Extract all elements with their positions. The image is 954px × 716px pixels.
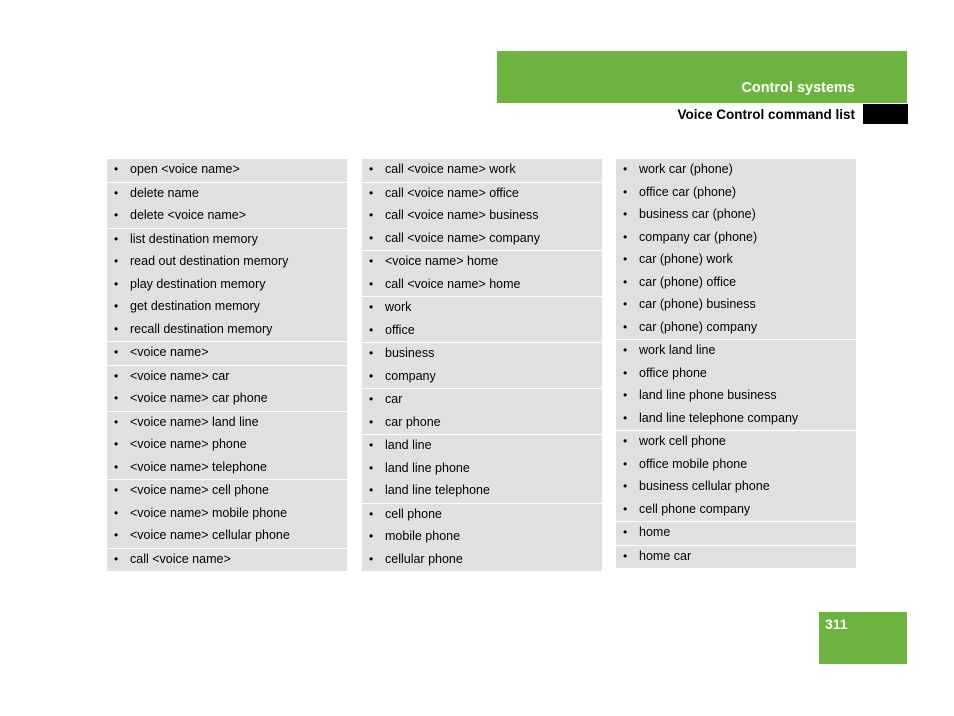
bullet-icon: •	[369, 368, 374, 383]
section-title: Control systems	[741, 80, 855, 96]
command-text: <voice name> cellular phone	[130, 528, 290, 542]
command-text: <voice name> telephone	[130, 459, 267, 474]
command-text: land line telephone company	[639, 410, 799, 425]
command-group	[362, 435, 602, 503]
command-text: land line phone	[385, 460, 470, 475]
command-text: business	[385, 346, 435, 360]
bullet-icon: •	[114, 299, 119, 313]
command-text: call <voice name> company	[385, 230, 540, 245]
command-text: <voice name> car phone	[130, 391, 268, 405]
command-text: call <voice name> home	[385, 276, 521, 291]
command-item	[362, 228, 602, 251]
bullet-icon: •	[369, 551, 374, 566]
command-column-1	[107, 159, 347, 572]
bullet-icon: •	[623, 548, 628, 563]
command-item	[107, 296, 347, 319]
page-number: 311	[825, 616, 848, 632]
bullet-icon: •	[369, 322, 374, 337]
command-item	[616, 294, 856, 317]
bullet-icon: •	[623, 319, 628, 334]
command-text: cell phone	[385, 506, 442, 521]
command-item	[107, 388, 347, 411]
section-header-bar	[497, 51, 907, 103]
command-item	[362, 504, 602, 527]
command-text: call <voice name> business	[385, 208, 539, 222]
bullet-icon: •	[369, 414, 374, 429]
command-group	[362, 159, 602, 182]
command-text: list destination memory	[130, 231, 258, 246]
command-item	[616, 546, 856, 569]
command-item	[616, 385, 856, 408]
command-text: car (phone) office	[639, 274, 737, 289]
command-column-3	[616, 159, 856, 569]
command-item	[362, 412, 602, 435]
command-item	[362, 159, 602, 182]
bullet-icon: •	[623, 229, 628, 244]
bullet-icon: •	[369, 392, 374, 406]
command-text: delete name	[130, 185, 199, 200]
command-group	[107, 412, 347, 480]
command-text: car (phone) company	[639, 319, 758, 334]
command-item	[362, 274, 602, 297]
bullet-icon: •	[114, 254, 119, 268]
subsection-header	[497, 104, 907, 124]
command-text: read out destination memory	[130, 254, 289, 268]
command-item	[616, 204, 856, 227]
command-group	[362, 343, 602, 388]
command-text: land line	[385, 438, 432, 452]
bullet-icon: •	[369, 185, 374, 200]
command-item	[362, 366, 602, 389]
section-marker-tab	[863, 104, 908, 124]
command-group	[107, 229, 347, 342]
command-item	[616, 227, 856, 250]
command-item	[616, 454, 856, 477]
command-text: work	[385, 300, 412, 314]
bullet-icon: •	[114, 528, 119, 542]
command-item	[616, 182, 856, 205]
command-item	[616, 317, 856, 340]
command-text: company	[385, 368, 436, 383]
bullet-icon: •	[114, 437, 119, 451]
command-group	[362, 297, 602, 342]
bullet-icon: •	[369, 483, 374, 497]
command-item	[362, 205, 602, 228]
command-item	[107, 366, 347, 389]
bullet-icon: •	[623, 365, 628, 380]
command-item	[107, 319, 347, 342]
command-item	[107, 205, 347, 228]
command-item	[616, 340, 856, 363]
bullet-icon: •	[369, 254, 374, 268]
command-text: <voice name> land line	[130, 414, 259, 429]
bullet-icon: •	[623, 501, 628, 516]
command-text: car	[385, 392, 403, 406]
page-number-box	[819, 612, 907, 664]
bullet-icon: •	[623, 184, 628, 199]
bullet-icon: •	[369, 230, 374, 245]
command-item	[362, 251, 602, 274]
command-item	[616, 522, 856, 545]
bullet-icon: •	[623, 525, 628, 539]
command-item	[616, 159, 856, 182]
command-text: cell phone company	[639, 501, 751, 516]
command-text: business car (phone)	[639, 207, 756, 221]
command-item	[362, 183, 602, 206]
command-item	[107, 457, 347, 480]
command-item	[107, 434, 347, 457]
command-text: <voice name> phone	[130, 437, 247, 451]
command-item	[616, 249, 856, 272]
bullet-icon: •	[114, 483, 119, 497]
command-group	[616, 159, 856, 339]
command-text: home	[639, 525, 671, 539]
command-text: office car (phone)	[639, 184, 737, 199]
command-item	[616, 363, 856, 386]
command-item	[362, 297, 602, 320]
bullet-icon: •	[623, 162, 628, 176]
command-item	[107, 159, 347, 182]
command-group	[107, 342, 347, 365]
command-item	[107, 525, 347, 548]
bullet-icon: •	[623, 434, 628, 448]
command-text: play destination memory	[130, 276, 266, 291]
bullet-icon: •	[623, 410, 628, 425]
command-item	[362, 435, 602, 458]
command-text: work car (phone)	[639, 162, 733, 176]
command-item	[616, 476, 856, 499]
bullet-icon: •	[623, 479, 628, 493]
command-group	[107, 366, 347, 411]
command-item	[107, 549, 347, 572]
command-text: mobile phone	[385, 529, 461, 543]
command-group	[107, 183, 347, 228]
subsection-title: Voice Control command list	[677, 107, 855, 122]
command-text: land line telephone	[385, 483, 490, 497]
bullet-icon: •	[369, 438, 374, 452]
command-group	[616, 522, 856, 545]
bullet-icon: •	[369, 208, 374, 222]
command-text: office mobile phone	[639, 456, 748, 471]
command-item	[362, 549, 602, 572]
command-text: <voice name>	[130, 345, 209, 359]
command-item	[362, 389, 602, 412]
bullet-icon: •	[369, 506, 374, 521]
bullet-icon: •	[114, 391, 119, 405]
command-text: car phone	[385, 414, 441, 429]
bullet-icon: •	[369, 460, 374, 475]
bullet-icon: •	[623, 274, 628, 289]
command-item	[616, 431, 856, 454]
command-text: <voice name> mobile phone	[130, 505, 288, 520]
command-item	[362, 320, 602, 343]
command-item	[362, 526, 602, 549]
bullet-icon: •	[369, 162, 374, 176]
bullet-icon: •	[114, 276, 119, 291]
bullet-icon: •	[114, 368, 119, 383]
bullet-icon: •	[114, 162, 119, 176]
bullet-icon: •	[114, 551, 119, 566]
command-text: business cellular phone	[639, 479, 770, 493]
command-text: company car (phone)	[639, 229, 758, 244]
command-item	[107, 480, 347, 503]
command-item	[616, 272, 856, 295]
bullet-icon: •	[114, 231, 119, 246]
bullet-icon: •	[114, 345, 119, 359]
command-text: call <voice name>	[130, 551, 231, 566]
command-text: office	[385, 322, 415, 337]
bullet-icon: •	[623, 207, 628, 221]
command-text: land line phone business	[639, 388, 777, 402]
command-group	[362, 389, 602, 434]
command-item	[362, 480, 602, 503]
command-text: open <voice name>	[130, 162, 240, 176]
command-item	[616, 499, 856, 522]
bullet-icon: •	[623, 297, 628, 311]
command-text: work land line	[639, 343, 716, 357]
bullet-icon: •	[114, 208, 119, 222]
command-text: <voice name> home	[385, 254, 499, 268]
command-text: <voice name> car	[130, 368, 230, 383]
command-text: car (phone) business	[639, 297, 756, 311]
command-item	[107, 183, 347, 206]
bullet-icon: •	[369, 276, 374, 291]
command-group	[616, 431, 856, 521]
bullet-icon: •	[114, 459, 119, 474]
command-item	[362, 458, 602, 481]
command-text: home car	[639, 548, 692, 563]
bullet-icon: •	[114, 321, 119, 336]
command-group	[107, 480, 347, 548]
command-item	[107, 229, 347, 252]
command-text: get destination memory	[130, 299, 260, 313]
command-text: work cell phone	[639, 434, 726, 448]
command-text: <voice name> cell phone	[130, 483, 269, 497]
command-group	[616, 546, 856, 569]
command-group	[107, 159, 347, 182]
bullet-icon: •	[623, 456, 628, 471]
command-item	[107, 342, 347, 365]
bullet-icon: •	[623, 343, 628, 357]
bullet-icon: •	[623, 388, 628, 402]
command-text: cellular phone	[385, 551, 463, 566]
command-item	[107, 412, 347, 435]
bullet-icon: •	[114, 185, 119, 200]
command-text: call <voice name> work	[385, 162, 516, 176]
command-item	[107, 274, 347, 297]
command-text: recall destination memory	[130, 321, 273, 336]
command-text: call <voice name> office	[385, 185, 519, 200]
command-group	[107, 549, 347, 572]
bullet-icon: •	[114, 414, 119, 429]
command-group	[362, 504, 602, 572]
bullet-icon: •	[114, 505, 119, 520]
command-item	[107, 503, 347, 526]
command-group	[362, 183, 602, 251]
command-group	[616, 340, 856, 430]
bullet-icon: •	[369, 346, 374, 360]
command-text: delete <voice name>	[130, 208, 247, 222]
bullet-icon: •	[369, 300, 374, 314]
command-column-2	[362, 159, 602, 572]
bullet-icon: •	[369, 529, 374, 543]
command-text: car (phone) work	[639, 252, 733, 266]
command-item	[107, 251, 347, 274]
command-text: office phone	[639, 365, 707, 380]
command-item	[362, 343, 602, 366]
command-item	[616, 408, 856, 431]
command-group	[362, 251, 602, 296]
bullet-icon: •	[623, 252, 628, 266]
